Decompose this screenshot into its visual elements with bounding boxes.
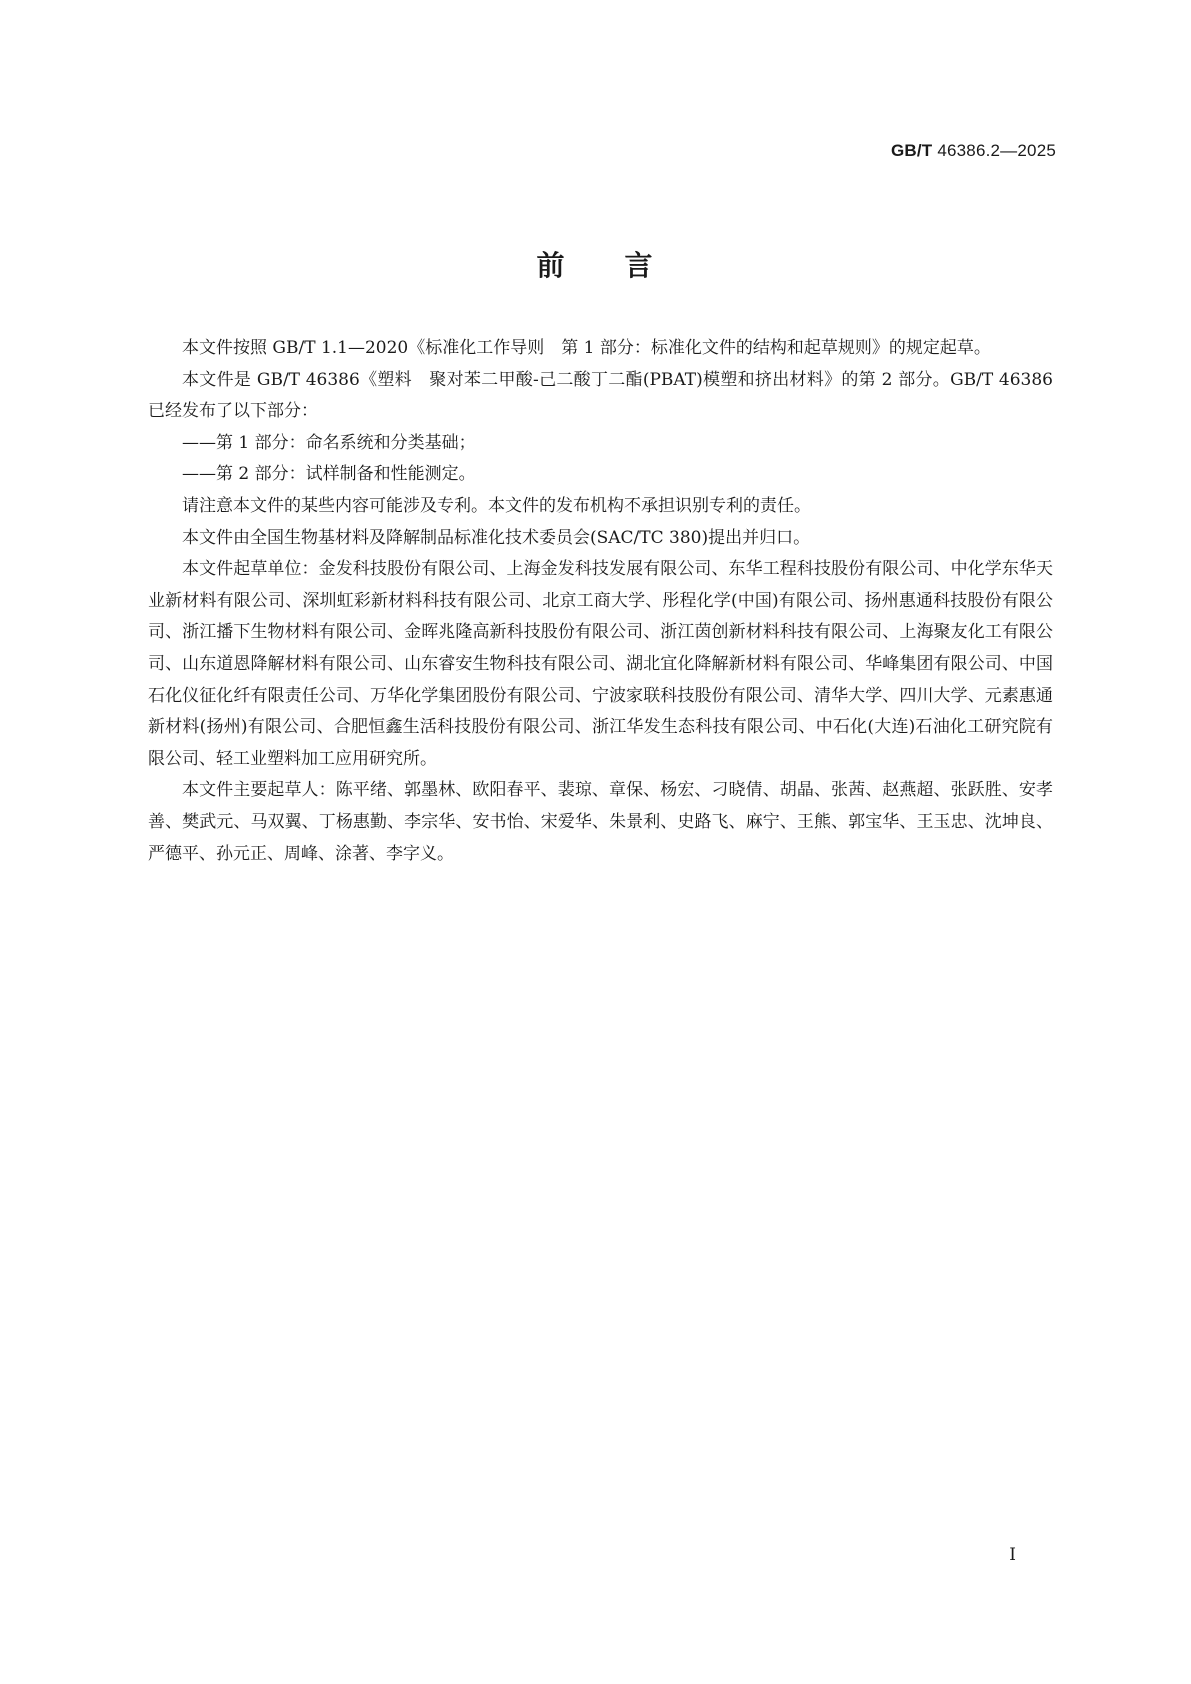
paragraph-part-structure: 本文件是 GB/T 46386《塑料 聚对苯二甲酸-己二酸丁二酯(PBAT)模塑和挤出材料》的第 2 部分。GB/T 46386 已经发布了以下部分：: [148, 369, 1053, 422]
list-item-part-1: ——第 1 部分：命名系统和分类基础；: [182, 432, 476, 453]
paragraph-drafters: 本文件主要起草人：陈平绪、郭墨林、欧阳春平、裴琼、章保、杨宏、刁晓倩、胡晶、张茜、赵燕超、张跃胜、安孝善、樊武元、马双翼、丁杨惠勤、李宗华、安书怡、宋爱华、朱景利、史路飞、麻宁、王熊、郭宝华、王玉忠、沈坤良、严德平、孙元正、周峰、涂著、李字义。: [148, 780, 1053, 864]
page-title: [0, 244, 1191, 284]
standard-prefix: GB/T: [890, 141, 933, 160]
paragraph-drafting-units: 本文件起草单位：金发科技股份有限公司、上海金发科技发展有限公司、东华工程科技股份有限公司、中化学东华天业新材料有限公司、深圳虹彩新材料科技有限公司、北京工商大学、彤程化学(中国)有限公司、扬州惠通科技股份有限公司、浙江播下生物材料有限公司、金晖兆隆高新科技股份有限公司、浙江茵创新材料科技有限公司、上海聚友化工有限公司、山东道恩降解材料有限公司、山东睿安生物科技有限公司、湖北宜化降解新材料有限公司、华峰集团有限公司、中国石化仪征化纤有限责任公司、万华化学集团股份有限公司、宁波家联科技股份有限公司、清华大学、四川大学、元素惠通新材料(扬州)有限公司、合肥恒鑫生活科技股份有限公司、浙江华发生态科技有限公司、中石化(大连)石油化工研究院有限公司、轻工业塑料加工应用研究所。: [148, 559, 1053, 769]
title-char-2: 言: [624, 249, 655, 282]
page-number: I: [1009, 1545, 1016, 1565]
title-char-1: 前: [536, 249, 567, 282]
paragraph-patent-notice: 请注意本文件的某些内容可能涉及专利。本文件的发布机构不承担识别专利的责任。: [182, 495, 811, 516]
list-item-part-2: ——第 2 部分：试样制备和性能测定。: [182, 464, 476, 485]
paragraph-proposer: 本文件由全国生物基材料及降解制品标准化技术委员会(SAC/TC 380)提出并归口。: [182, 527, 811, 548]
standard-code: [891, 141, 1056, 161]
standard-number: 46386.2—2025: [932, 141, 1056, 160]
paragraph-drafting-rules: 本文件按照 GB/T 1.1—2020《标准化工作导则 第 1 部分：标准化文件的结构和起草规则》的规定起草。: [182, 338, 991, 358]
foreword-body: [148, 333, 1053, 870]
